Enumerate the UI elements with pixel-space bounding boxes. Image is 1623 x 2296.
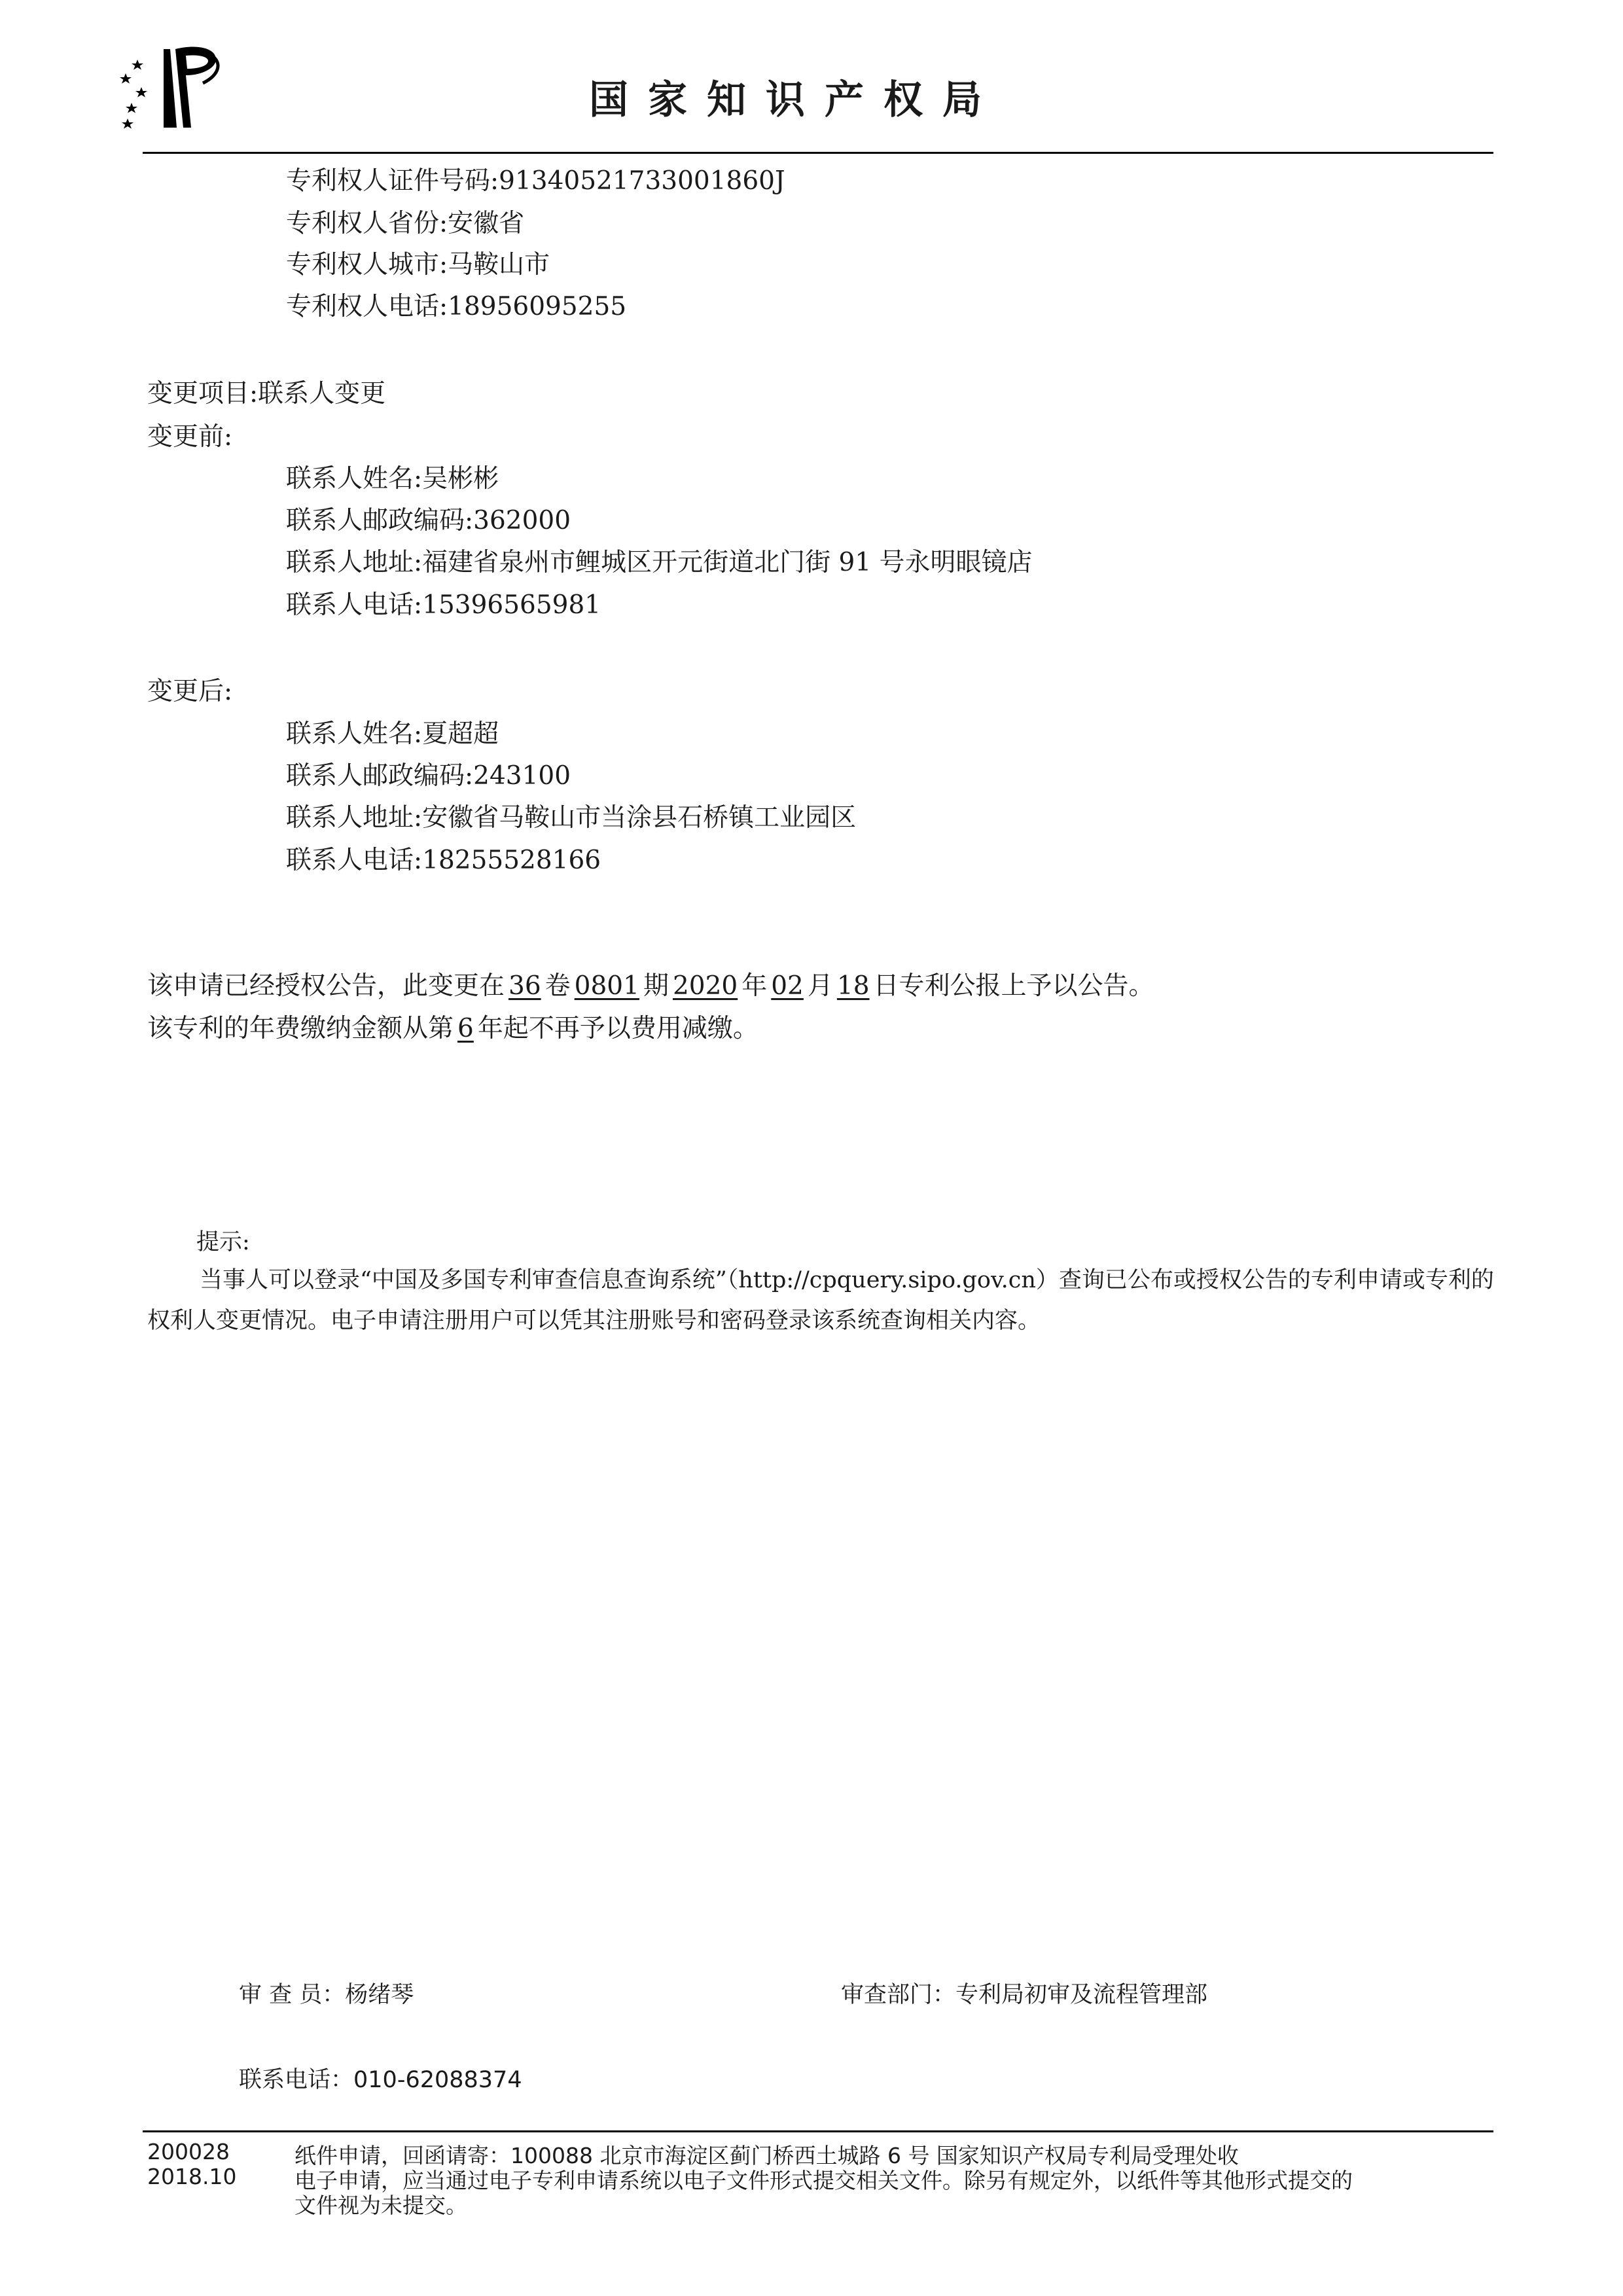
header-rule — [143, 152, 1493, 154]
footer-rule — [143, 2130, 1493, 2132]
announcement-text-6: 日专利公报上予以公告。 — [873, 971, 1154, 1001]
fee-reduction-line — [147, 1008, 758, 1045]
gazette-volume: 36 — [508, 971, 541, 1001]
fee-text-1: 该专利的年费缴纳金额从第 — [147, 1014, 454, 1043]
form-code: 200028 — [147, 2139, 230, 2164]
fee-year: 6 — [457, 1014, 474, 1043]
patentee-id-number: 专利权人证件号码:91340521733001860J — [286, 166, 785, 196]
hint-body: 当事人可以登录“中国及多国专利审查信息查询系统”（http://cpquery.sipo.gov.cn）查询已公布或授权公告的专利申请或专利的权利人变更情况。电子申请注册用户可以凭其注册账号和密码登录该系统查询相关内容。 — [147, 1267, 1494, 1334]
examiner-row — [239, 1977, 414, 2009]
announcement-text-5: 月 — [807, 971, 833, 1001]
change-item: 变更项目:联系人变更 — [147, 379, 386, 408]
announcement-text-3: 期 — [643, 971, 669, 1001]
before-label: 变更前: — [147, 422, 233, 452]
footer-line-2: 电子申请，应当通过电子专利申请系统以电子文件形式提交相关文件。除另有规定外，以纸件等其他形式提交的 — [294, 2168, 1353, 2193]
footer-line-1: 纸件申请，回函请寄：100088 北京市海淀区蓟门桥西土城路 6 号 国家知识产权局专利局受理处收 — [294, 2143, 1239, 2168]
after-label: 变更后: — [147, 677, 233, 706]
gazette-day: 18 — [836, 971, 870, 1001]
org-title: 国家知识产权局 — [589, 77, 1001, 123]
contact-phone-number: 010-62088374 — [353, 2067, 522, 2093]
before-contact-address: 联系人地址:福建省泉州市鲤城区开元街道北门街 91 号永明眼镜店 — [286, 548, 1033, 577]
hint-label: 提示: — [196, 1229, 250, 1255]
patentee-phone: 专利权人电话:18956095255 — [286, 292, 627, 321]
announcement-text-2: 卷 — [544, 971, 571, 1001]
cnipa-logo-icon — [118, 36, 249, 134]
announcement-text-1: 该申请已经授权公告，此变更在 — [147, 971, 505, 1001]
before-contact-postcode: 联系人邮政编码:362000 — [286, 506, 571, 535]
after-contact-phone: 联系人电话:18255528166 — [286, 846, 601, 875]
after-contact-postcode: 联系人邮政编码:243100 — [286, 761, 571, 791]
patentee-province: 专利权人省份:安徽省 — [286, 209, 525, 238]
before-contact-phone: 联系人电话:15396565981 — [286, 590, 601, 620]
gazette-year: 2020 — [672, 971, 738, 1001]
gazette-issue: 0801 — [574, 971, 639, 1001]
department-row — [841, 1977, 1207, 2009]
examiner-label: 审 查 员： — [239, 1982, 346, 2008]
contact-phone-label: 联系电话： — [239, 2067, 354, 2093]
department-name: 专利局初审及流程管理部 — [955, 1982, 1208, 2008]
after-contact-address: 联系人地址:安徽省马鞍山市当涂县石桥镇工业园区 — [286, 803, 857, 833]
examiner-name: 杨绪琴 — [345, 1982, 414, 2008]
contact-phone-row — [239, 2062, 522, 2094]
fee-text-2: 年起不再予以费用减缴。 — [477, 1014, 758, 1043]
after-contact-name: 联系人姓名:夏超超 — [286, 719, 499, 749]
form-date: 2018.10 — [147, 2164, 237, 2189]
before-contact-name: 联系人姓名:吴彬彬 — [286, 464, 499, 493]
footer-line-3: 文件视为未提交。 — [294, 2193, 467, 2218]
patentee-city: 专利权人城市:马鞍山市 — [286, 250, 550, 279]
announcement-line — [147, 965, 1154, 1002]
department-label: 审查部门： — [841, 1982, 956, 2008]
announcement-text-4: 年 — [741, 971, 768, 1001]
gazette-month: 02 — [771, 971, 804, 1001]
